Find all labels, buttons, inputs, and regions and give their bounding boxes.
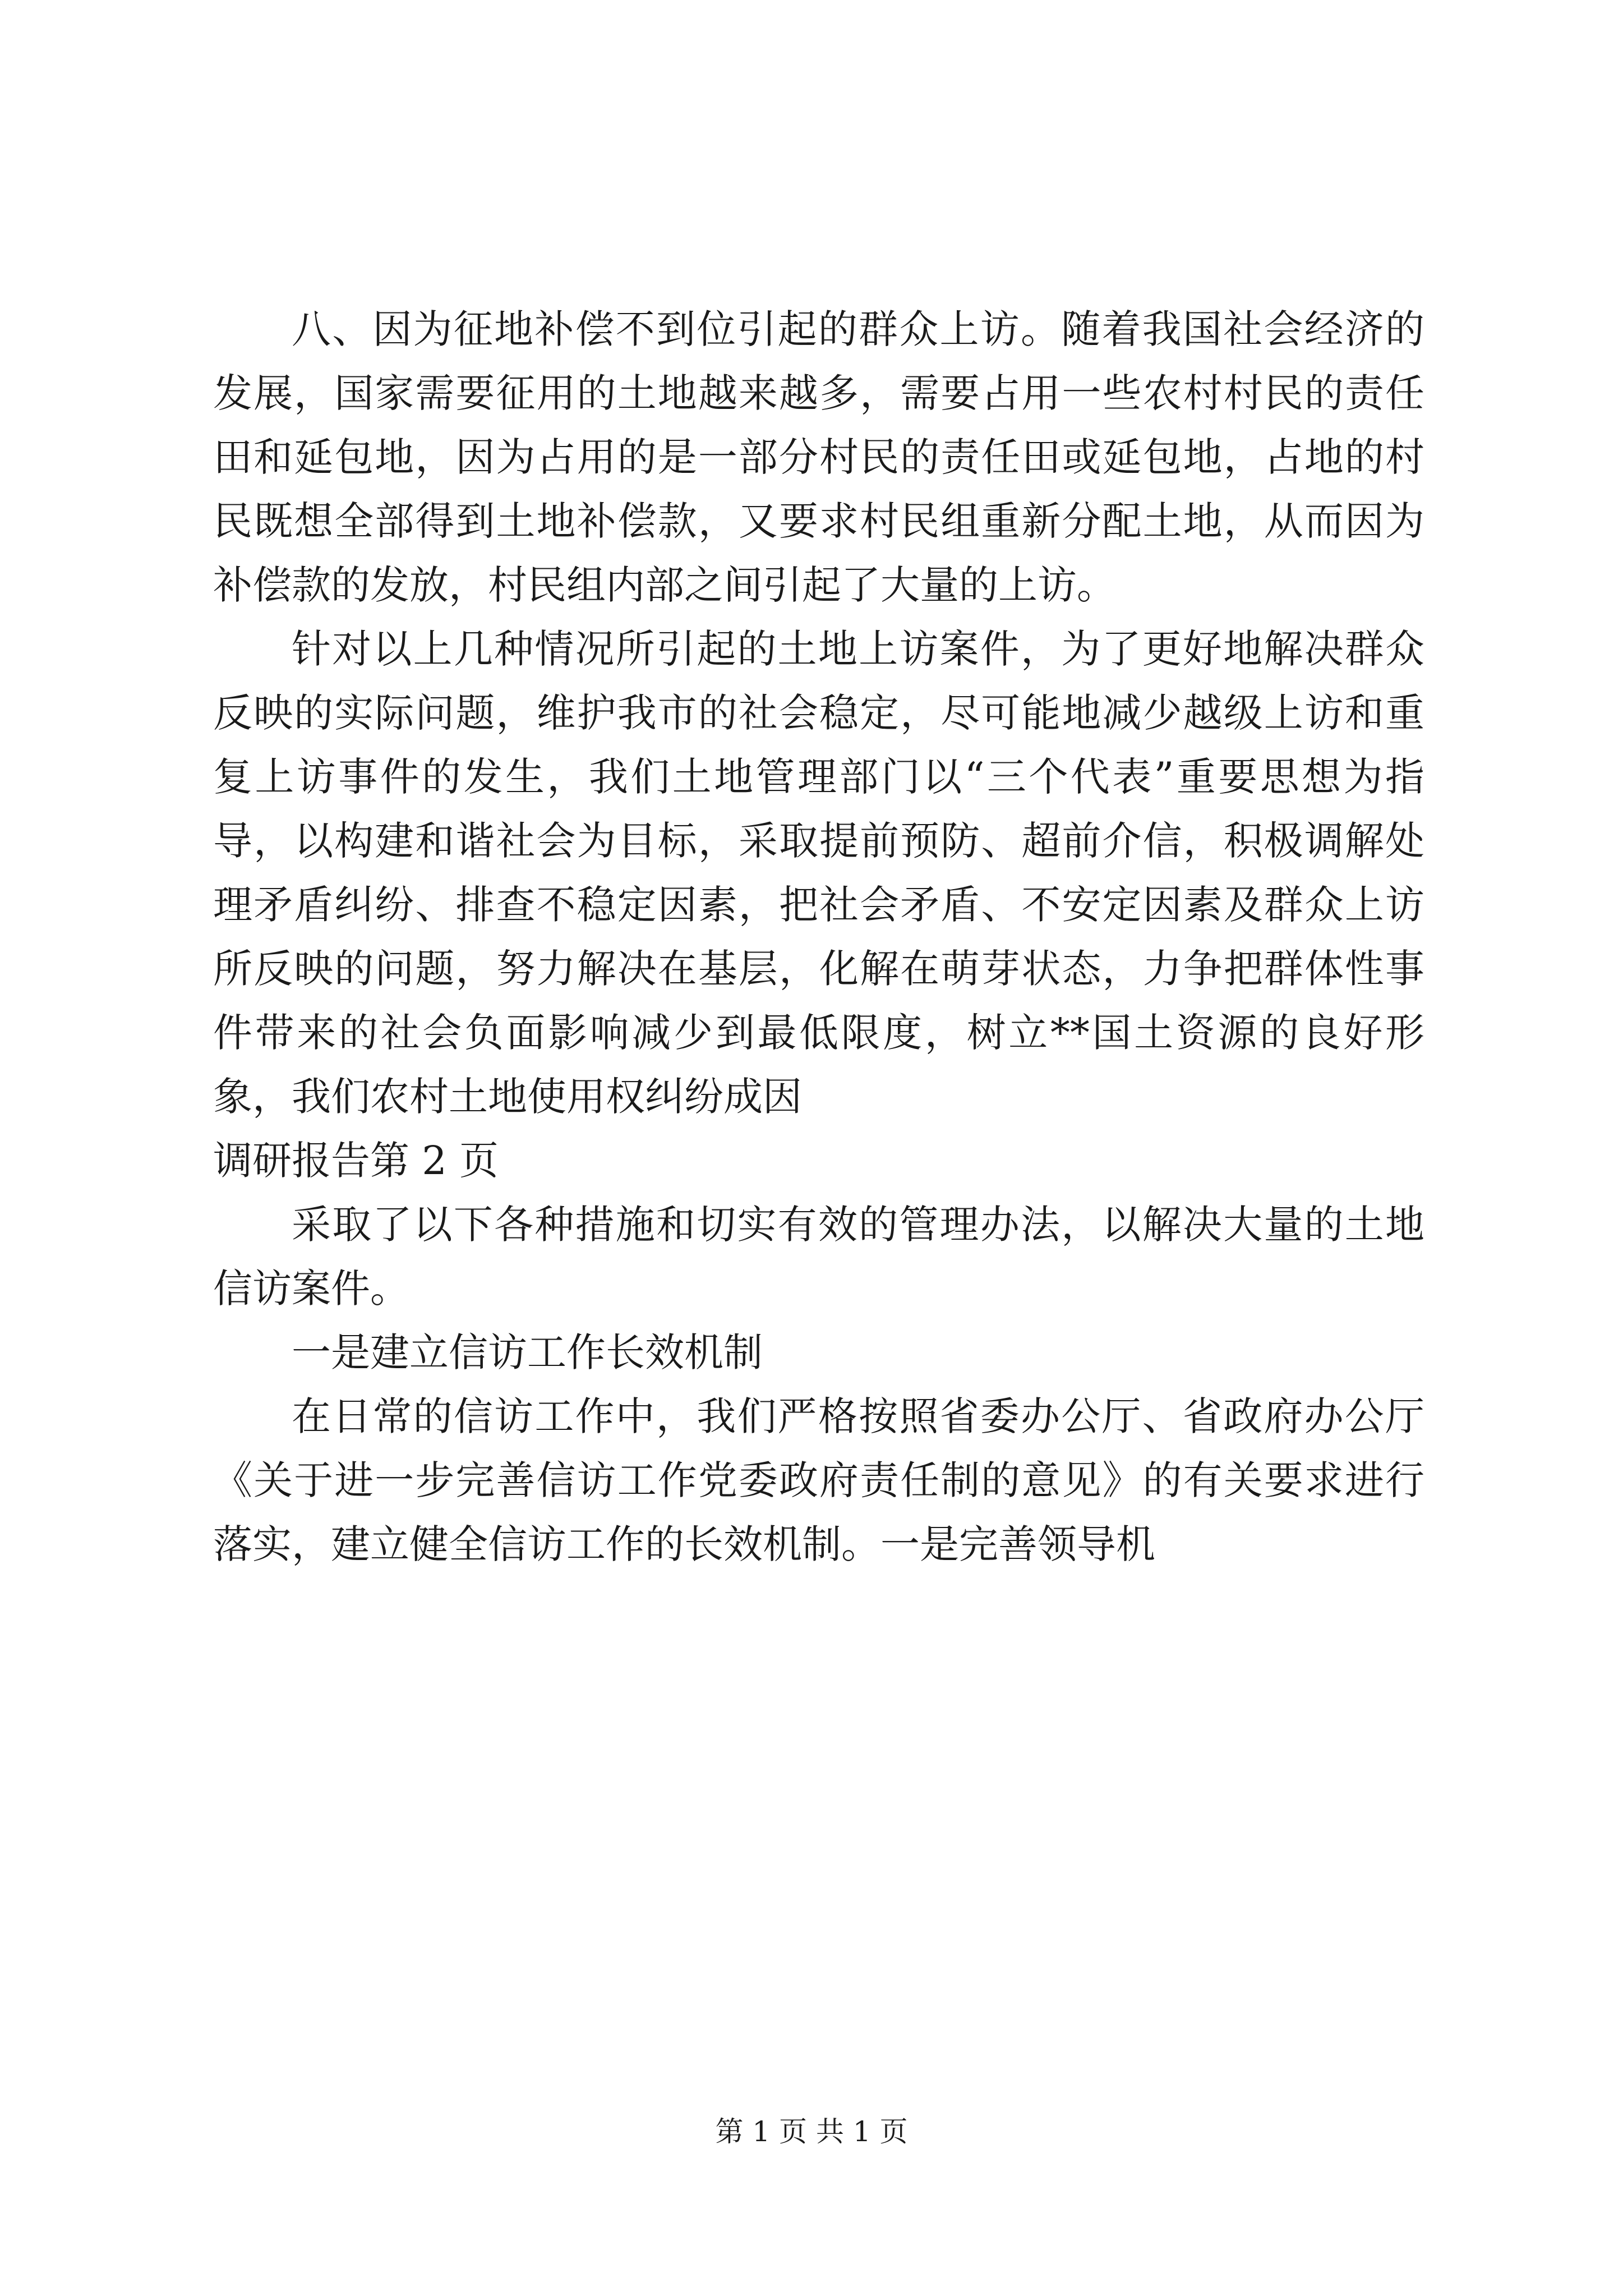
paragraph-measures-intro: 针对以上几种情况所引起的土地上访案件，为了更好地解决群众反映的实际问题，维护我市的社会稳定，尽可能地减少越级上访和重复上访事件的发生，我们土地管理部门以“三个代表”重要思想为指导，以构建和谐社会为目标，采取提前预防、超前介信，积极调解处理矛盾纠纷、排查不稳定因素，把社会矛盾、不安定因素及群众上访所反映的问题，努力解决在基层，化解在萌芽状态，力争把群体性事件带来的社会负面影响减少到最低限度，树立**国土资源的良好形象，我们农村土地使用权纠纷成因 [213, 626, 1424, 1120]
document-body [213, 297, 1424, 1576]
paragraph-mechanism: 在日常的信访工作中，我们严格按照省委办公厅、省政府办公厅《关于进一步完善信访工作党委政府责任制的意见》的有关要求进行落实，建立健全信访工作的长效机制。一是完善领导机 [213, 1393, 1424, 1567]
page-footer: 第 1 页 共 1 页 [715, 2115, 908, 2148]
page-marker-text: 调研报告第 2 页 [213, 1138, 499, 1184]
section-heading-mechanism: 一是建立信访工作长效机制 [292, 1329, 763, 1375]
paragraph-land-compensation: 八、因为征地补偿不到位引起的群众上访。随着我国社会经济的发展，国家需要征用的土地越来越多，需要占用一些农村村民的责任田和延包地，因为占用的是一部分村民的责任田或延包地，占地的村民既想全部得到土地补偿款，又要求村民组重新分配土地，从而因为补偿款的发放，村民组内部之间引起了大量的上访。 [213, 306, 1424, 608]
paragraph-measures-continued: 采取了以下各种措施和切实有效的管理办法，以解决大量的土地信访案件。 [213, 1202, 1424, 1312]
